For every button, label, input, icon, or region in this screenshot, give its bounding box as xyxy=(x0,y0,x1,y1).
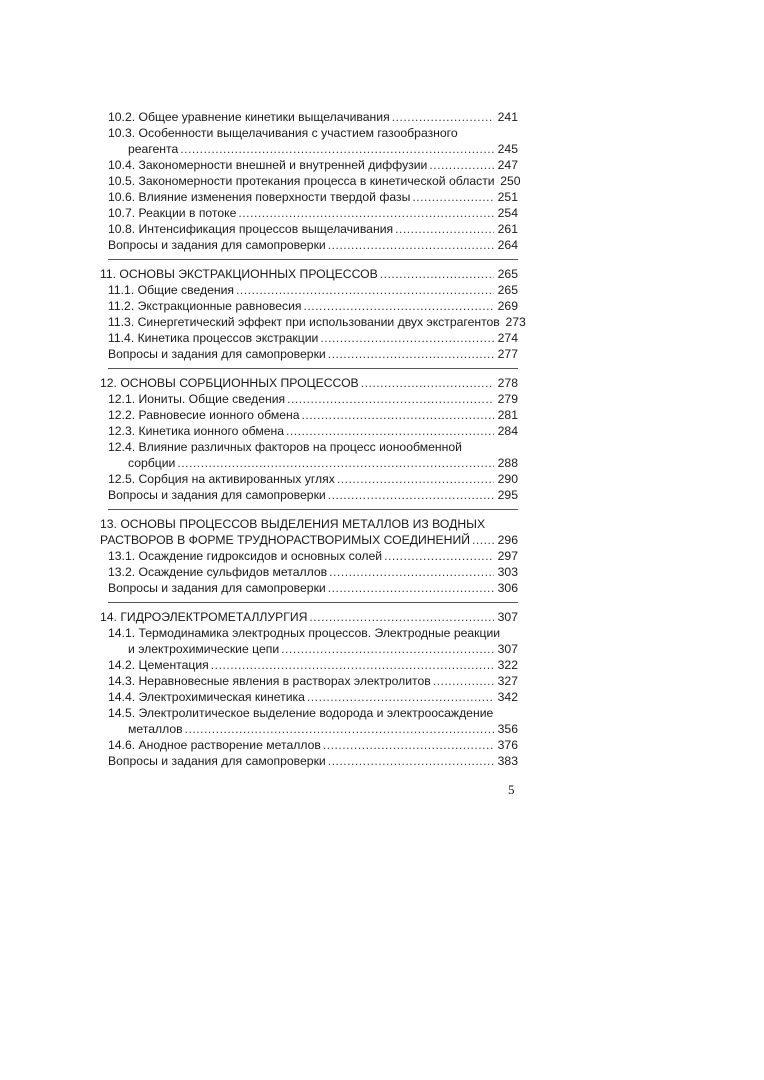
toc-entry-continuation[interactable]: реагента ..... 245 xyxy=(108,141,518,157)
toc-entry-first-line[interactable]: 14.5. Электролитическое выделение водорода и электроосаждение xyxy=(108,706,494,720)
toc-entry[interactable]: Вопросы и задания для самопроверки ..... 306 xyxy=(108,580,518,596)
toc-entry-continuation[interactable]: металлов ..... 356 xyxy=(108,721,518,737)
toc-section-13 xyxy=(100,509,518,596)
toc-entry[interactable]: 12.2. Равновесие ионного обмена ..... 281 xyxy=(108,407,518,423)
toc-entry[interactable]: 10.5. Закономерности протекания процесса в кинетической области 250 xyxy=(108,174,521,188)
toc-chapter-heading[interactable]: 14. ГИДРОЭЛЕКТРОМЕТАЛЛУРГИЯ ..... 307 xyxy=(100,609,518,625)
toc-entry[interactable]: Вопросы и задания для самопроверки ..... 295 xyxy=(108,487,518,503)
page-number: 5 xyxy=(508,782,515,797)
toc-entry[interactable]: 14.6. Анодное растворение металлов ..... 376 xyxy=(108,737,518,753)
toc-entry[interactable]: Вопросы и задания для самопроверки ..... 277 xyxy=(108,346,518,362)
toc-entry-first-line[interactable]: 12.4. Влияние различных факторов на процесс ионообменной xyxy=(108,440,462,454)
toc-chapter-heading[interactable]: 11. ОСНОВЫ ЭКСТРАКЦИОННЫХ ПРОЦЕССОВ ..... 265 xyxy=(100,266,518,282)
toc-entry[interactable]: 10.4. Закономерности внешней и внутренней диффузии ..... 247 xyxy=(108,157,518,173)
toc-entry[interactable]: Вопросы и задания для самопроверки ..... 264 xyxy=(108,237,518,253)
toc-entry[interactable]: 13.2. Осаждение сульфидов металлов ..... 303 xyxy=(108,564,518,580)
toc-entry[interactable]: 10.8. Интенсификация процессов выщелачивания ..... 261 xyxy=(108,221,518,237)
toc-entry[interactable]: 11.3. Синергетический эффект при использовании двух экстрагентов 273 xyxy=(108,315,526,329)
toc-entry[interactable]: 12.5. Сорбция на активированных углях ..... 290 xyxy=(108,471,518,487)
toc-entry[interactable]: 11.1. Общие сведения ..... 265 xyxy=(108,282,518,298)
toc-entry[interactable]: 12.1. Иониты. Общие сведения ..... 279 xyxy=(108,391,518,407)
toc-chapter-heading[interactable]: 12. ОСНОВЫ СОРБЦИОННЫХ ПРОЦЕССОВ ..... 278 xyxy=(100,375,518,391)
toc-section-12 xyxy=(100,368,518,503)
toc-entry[interactable]: 11.2. Экстракционные равновесия ..... 269 xyxy=(108,298,518,314)
toc-entry[interactable]: 14.2. Цементация ..... 322 xyxy=(108,657,518,673)
toc-entry[interactable]: 14.3. Неравновесные явления в растворах электролитов ..... 327 xyxy=(108,673,518,689)
toc-section-11 xyxy=(100,259,526,362)
toc-entry[interactable]: 10.7. Реакции в потоке ..... 254 xyxy=(108,205,518,221)
toc-chapter-heading-continuation[interactable]: РАСТВОРОВ В ФОРМЕ ТРУДНОРАСТВОРИМЫХ СОЕДИНЕНИЙ ..... 296 xyxy=(100,532,518,548)
toc-section-14 xyxy=(100,602,518,769)
toc-entry-continuation[interactable]: и электрохимические цепи ..... 307 xyxy=(108,641,518,657)
toc-entry[interactable]: 10.2. Общее уравнение кинетики выщелачивания ..... 241 xyxy=(108,109,518,125)
toc-entry[interactable]: 11.4. Кинетика процессов экстракции ..... 274 xyxy=(108,330,518,346)
toc-entry[interactable]: Вопросы и задания для самопроверки ..... 383 xyxy=(108,753,518,769)
toc-entry[interactable]: 12.3. Кинетика ионного обмена ..... 284 xyxy=(108,423,518,439)
toc-chapter-heading-first-line[interactable]: 13. ОСНОВЫ ПРОЦЕССОВ ВЫДЕЛЕНИЯ МЕТАЛЛОВ ИЗ ВОДНЫХ xyxy=(100,517,486,531)
toc-section-10 xyxy=(108,109,521,253)
toc-entry-continuation[interactable]: сорбции ..... 288 xyxy=(108,455,518,471)
toc-entry[interactable]: 14.4. Электрохимическая кинетика ..... 342 xyxy=(108,689,518,705)
toc-entry-first-line[interactable]: 14.1. Термодинамика электродных процессов. Электродные реакции xyxy=(108,626,501,640)
toc-entry-first-line[interactable]: 10.3. Особенности выщелачивания с участием газообразного xyxy=(108,126,458,140)
toc-entry[interactable]: 13.1. Осаждение гидроксидов и основных солей ..... 297 xyxy=(108,548,518,564)
toc-entry[interactable]: 10.6. Влияние изменения поверхности твердой фазы ..... 251 xyxy=(108,189,518,205)
table-of-contents xyxy=(100,109,526,769)
